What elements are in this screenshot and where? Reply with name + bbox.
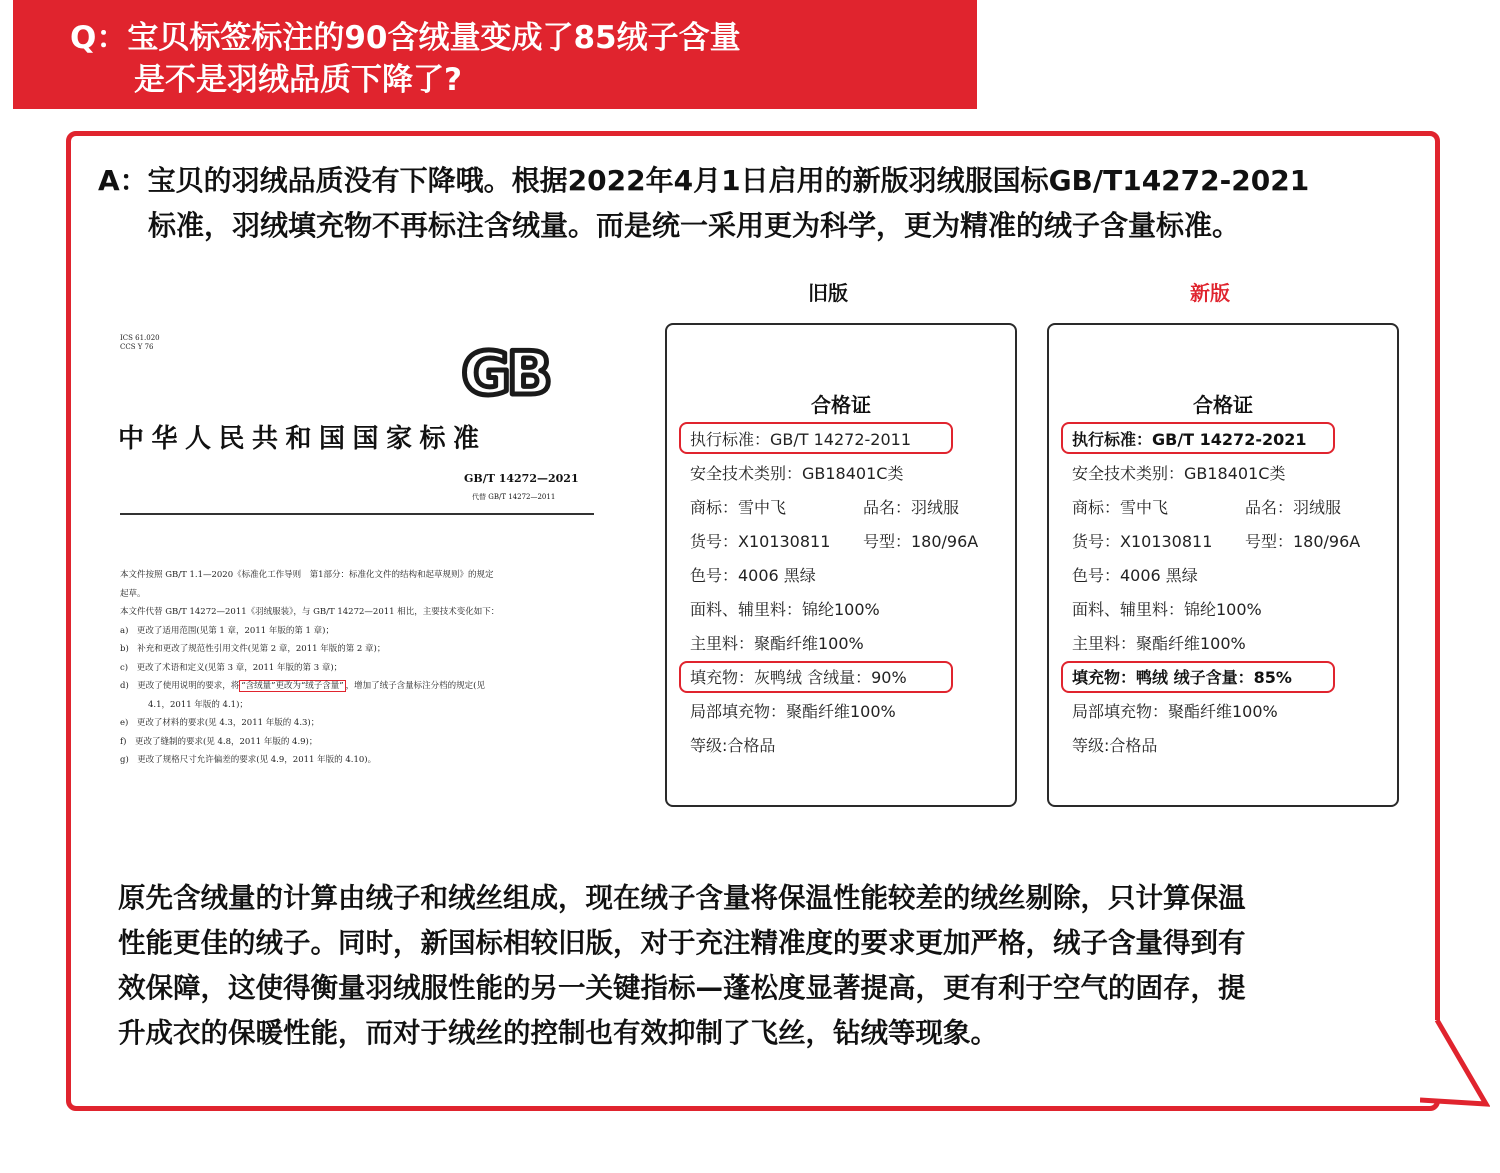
brand-row	[690, 497, 960, 519]
document-line: 起草。	[120, 588, 146, 599]
document-line: f) 更改了缝制的要求(见 4.8，2011 年版的 4.9)；	[120, 736, 318, 747]
size-text: 号型：180/96A	[1245, 532, 1361, 551]
color-row: 色号：4006 黑绿	[690, 566, 816, 585]
document-line: c) 更改了术语和定义(见第 3 章，2011 年版的第 3 章)；	[120, 662, 343, 673]
new-version-label: 新版	[1190, 281, 1230, 305]
safety-row: 安全技术类别：GB18401C类	[690, 464, 904, 483]
gb-logo	[446, 342, 564, 400]
standard-document-excerpt	[110, 330, 630, 780]
question-line-2: 是不是羽绒品质下降了?	[134, 62, 462, 98]
gb-logo-text: GB	[461, 342, 549, 400]
explanation-line: 效保障，这使得衡量羽绒服性能的另一关键指标—蓬松度显著提高，更有利于空气的固存，提	[118, 972, 1246, 1004]
document-line: 本文件代替 GB/T 14272—2011《羽绒服装》，与 GB/T 14272—2011 相比，主要技术变化如下：	[120, 607, 500, 617]
brand-row	[1072, 497, 1342, 519]
document-highlight: “含绒量”更改为“绒子含量”	[241, 681, 344, 691]
grade-row: 等级:合格品	[1072, 736, 1158, 755]
document-line: 4.1，2011 年版的 4.1)；	[148, 699, 248, 710]
size-text: 号型：180/96A	[863, 532, 979, 551]
document-code: GB/T 14272—2021	[464, 472, 579, 485]
color-row: 色号：4006 黑绿	[1072, 566, 1198, 585]
document-line: b) 补充和更改了规范性引用文件(见第 2 章，2011 年版的第 2 章)；	[120, 644, 386, 654]
answer-line-1: A：宝贝的羽绒品质没有下降哦。根据2022年4月1日启用的新版羽绒服国标GB/T14272-2021	[98, 164, 1310, 197]
document-line: g) 更改了规格尺寸允许偏差的要求(见 4.9，2011 年版的 4.10)。	[120, 755, 377, 765]
filling-row: 填充物：鸭绒 绒子含量：85%	[1072, 668, 1292, 687]
item-row	[1072, 531, 1361, 553]
product-text: 品名：羽绒服	[863, 498, 960, 517]
product-text: 品名：羽绒服	[1245, 498, 1342, 517]
document-ccs: CCS Y 76	[120, 343, 154, 351]
document-ics: ICS 61.020	[120, 334, 160, 342]
brand-text: 商标：雪中飞	[690, 498, 787, 517]
document-title: 中华人民共和国国家标准	[118, 424, 487, 454]
document-line: 本文件按照 GB/T 1.1—2020《标准化工作导则 第1部分：标准化文件的结构和起草规则》的规定	[120, 570, 494, 580]
item-row	[690, 531, 979, 553]
old-version-label: 旧版	[808, 281, 848, 305]
lining-row: 主里料：聚酯纤维100%	[690, 634, 864, 653]
old-certificate-card	[665, 323, 1017, 807]
standard-row: 执行标准：GB/T 14272-2021	[1072, 430, 1307, 449]
fabric-row: 面料、辅里料：锦纶100%	[690, 600, 880, 619]
document-body	[120, 566, 620, 770]
speech-bubble-tail	[1420, 1020, 1490, 1115]
grade-row: 等级:合格品	[690, 736, 776, 755]
safety-row: 安全技术类别：GB18401C类	[1072, 464, 1286, 483]
document-classification	[120, 334, 160, 352]
new-certificate-card	[1047, 323, 1399, 807]
document-divider	[120, 513, 594, 515]
document-line-d-post: ，增加了绒子含量标注分档的规定(见	[345, 681, 485, 691]
certificate-title: 合格证	[811, 393, 871, 417]
document-line-d-pre: d) 更改了使用说明的要求，将	[120, 681, 240, 691]
explanation-line: 升成衣的保暖性能，而对于绒丝的控制也有效抑制了飞丝，钻绒等现象。	[118, 1017, 998, 1049]
partial-filling-row: 局部填充物：聚酯纤维100%	[1072, 702, 1278, 721]
certificate-title: 合格证	[1193, 393, 1253, 417]
explanation-line: 性能更佳的绒子。同时，新国标相较旧版，对于充注精准度的要求更加严格，绒子含量得到有	[118, 927, 1246, 959]
item-no-text: 货号：X10130811	[690, 532, 831, 551]
document-line: e) 更改了材料的要求(见 4.3，2011 年版的 4.3)；	[120, 718, 320, 728]
explanation-line: 原先含绒量的计算由绒子和绒丝组成，现在绒子含量将保温性能较差的绒丝剔除，只计算保温	[118, 882, 1246, 914]
standard-row: 执行标准：GB/T 14272-2011	[690, 430, 912, 449]
document-line: a) 更改了适用范围(见第 1 章，2011 年版的第 1 章)；	[120, 625, 334, 636]
document-line-d	[120, 677, 620, 696]
lining-row: 主里料：聚酯纤维100%	[1072, 634, 1246, 653]
fabric-row: 面料、辅里料：锦纶100%	[1072, 600, 1262, 619]
brand-text: 商标：雪中飞	[1072, 498, 1169, 517]
partial-filling-row: 局部填充物：聚酯纤维100%	[690, 702, 896, 721]
filling-row: 填充物：灰鸭绒 含绒量：90%	[690, 668, 907, 687]
answer-line-2: 标准，羽绒填充物不再标注含绒量。而是统一采用更为科学，更为精准的绒子含量标准。	[148, 209, 1241, 242]
question-line-1: Q：宝贝标签标注的90含绒量变成了85绒子含量	[70, 20, 741, 56]
document-replaces: 代替 GB/T 14272—2011	[472, 493, 556, 501]
explanation-paragraph	[118, 876, 1408, 1056]
item-no-text: 货号：X10130811	[1072, 532, 1213, 551]
